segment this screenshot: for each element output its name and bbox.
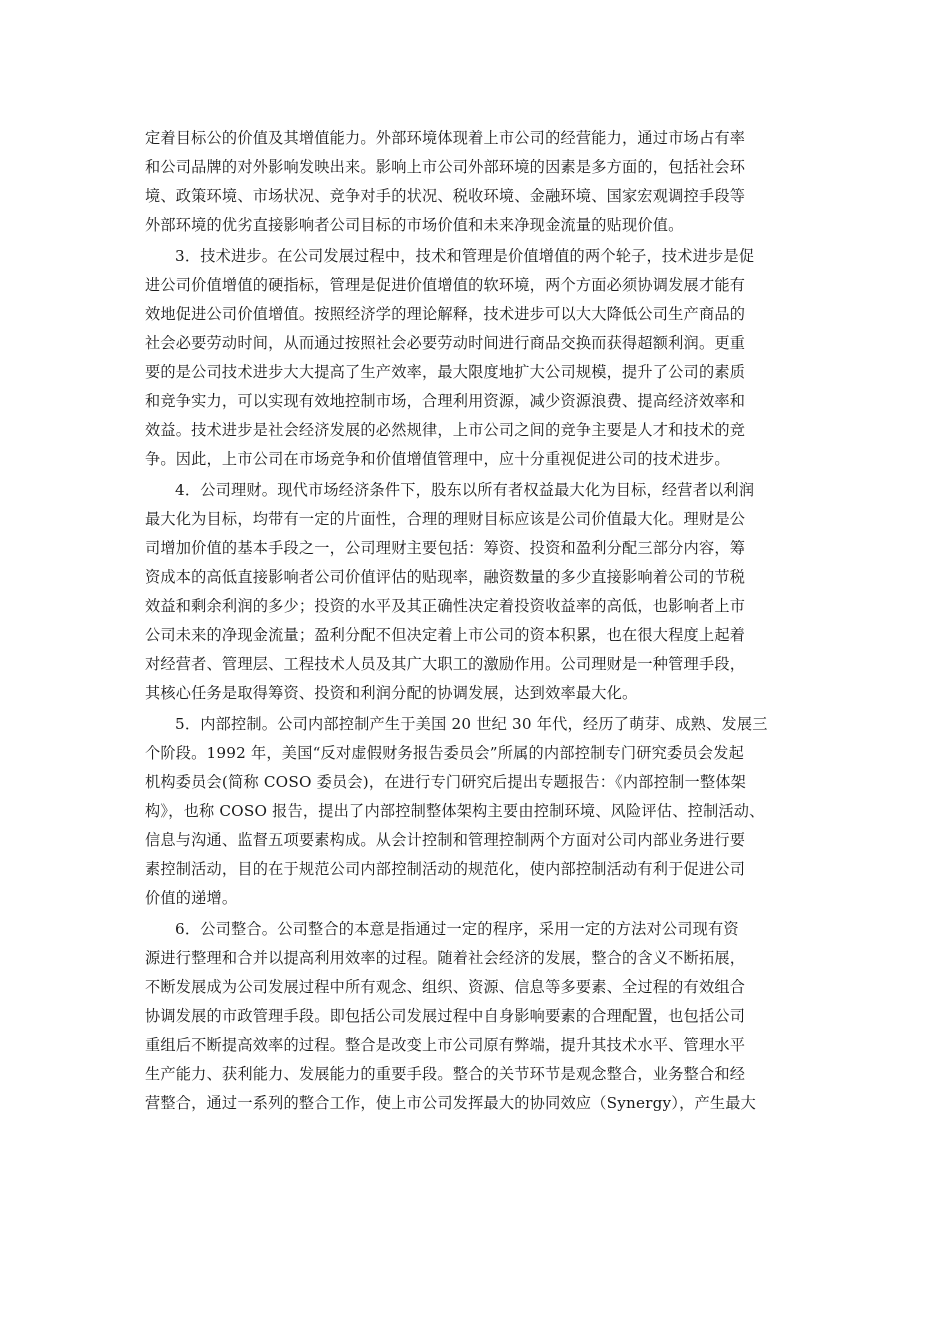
text-line: 个阶段。1992 年，美国“反对虚假财务报告委员会”所属的内部控制专门研究委员会发起 bbox=[145, 744, 744, 762]
paragraph-start-integration: 6．公司整合。公司整合的本意是指通过一定的程序，采用一定的方法对公司现有资 bbox=[175, 920, 739, 938]
text-line: 生产能力、获利能力、发展能力的重要手段。整合的关节环节是观念整合，业务整合和经 bbox=[145, 1065, 746, 1083]
text-line: 重组后不断提高效率的过程。整合是改变上市公司原有弊端，提升其技术水平、管理水平 bbox=[145, 1036, 746, 1054]
text-line: 公司未来的净现金流量；盈利分配不但决定着上市公司的资本积累，也在很大程度上起着 bbox=[145, 626, 746, 644]
text-line: 其核心任务是取得筹资、投资和利润分配的协调发展，达到效率最大化。 bbox=[145, 684, 638, 702]
text-line: 协调发展的市政管理手段。即包括公司发展过程中自身影响要素的合理配置，也包括公司 bbox=[145, 1007, 746, 1025]
text-line: 社会必要劳动时间，从而通过按照社会必要劳动时间进行商品交换而获得超额利润。更重 bbox=[145, 334, 746, 352]
text-line: 争。因此，上市公司在市场竞争和价值增值管理中，应十分重视促进公司的技术进步。 bbox=[145, 450, 730, 468]
text-line: 资成本的高低直接影响者公司价值评估的贴现率，融资数量的多少直接影响着公司的节税 bbox=[145, 568, 746, 586]
text-line: 境、政策环境、市场状况、竞争对手的状况、税收环境、金融环境、国家宏观调控手段等 bbox=[145, 187, 746, 205]
text-line: 和竞争实力，可以实现有效地控制市场，合理利用资源，减少资源浪费、提高经济效率和 bbox=[145, 392, 746, 410]
text-line: 不断发展成为公司发展过程中所有观念、组织、资源、信息等多要素、全过程的有效组合 bbox=[145, 978, 746, 996]
text-line: 外部环境的优劣直接影响者公司目标的市场价值和未来净现金流量的贴现价值。 bbox=[145, 216, 684, 234]
text-line: 信息与沟通、监督五项要素构成。从会计控制和管理控制两个方面对公司内部业务进行要 bbox=[145, 831, 746, 849]
paragraph-start-finance: 4．公司理财。现代市场经济条件下，股东以所有者权益最大化为目标，经营者以利润 bbox=[175, 481, 755, 499]
text-line: 素控制活动，目的在于规范公司内部控制活动的规范化，使内部控制活动有利于促进公司 bbox=[145, 860, 746, 878]
text-line: 效益。技术进步是社会经济发展的必然规律，上市公司之间的竞争主要是人才和技术的竞 bbox=[145, 421, 746, 439]
text-line: 和公司品牌的对外影响发映出来。影响上市公司外部环境的因素是多方面的，包括社会环 bbox=[145, 158, 746, 176]
text-line: 定着目标公的价值及其增值能力。外部环境体现着上市公司的经营能力，通过市场占有率 bbox=[145, 129, 746, 147]
text-line: 司增加价值的基本手段之一，公司理财主要包括：筹资、投资和盈利分配三部分内容，筹 bbox=[145, 539, 746, 557]
text-line: 进公司价值增值的硬指标，管理是促进价值增值的软环境，两个方面必须协调发展才能有 bbox=[145, 276, 746, 294]
text-line: 营整合，通过一系列的整合工作，使上市公司发挥最大的协同效应（Synergy），产生最大 bbox=[145, 1094, 757, 1112]
text-line: 效地促进公司价值增值。按照经济学的理论解释，技术进步可以大大降低公司生产商品的 bbox=[145, 305, 746, 323]
text-line: 对经营者、管理层、工程技术人员及其广大职工的激励作用。公司理财是一种管理手段， bbox=[145, 655, 746, 673]
text-line: 效益和剩余利润的多少；投资的水平及其正确性决定着投资收益率的高低，也影响者上市 bbox=[145, 597, 746, 615]
text-line: 源进行整理和合并以提高利用效率的过程。随着社会经济的发展，整合的含义不断拓展， bbox=[145, 949, 746, 967]
paragraph-start-internal-control: 5．内部控制。公司内部控制产生于美国 20 世纪 30 年代，经历了萌芽、成熟、发展三 bbox=[175, 715, 768, 733]
paragraph-start-technology: 3．技术进步。在公司发展过程中，技术和管理是价值增值的两个轮子，技术进步是促 bbox=[175, 247, 755, 265]
text-line: 最大化为目标，均带有一定的片面性，合理的理财目标应该是公司价值最大化。理财是公 bbox=[145, 510, 746, 528]
text-line: 构》，也称 COSO 报告，提出了内部控制整体架构主要由控制环境、风险评估、控制活动、 bbox=[145, 802, 765, 820]
text-line: 要的是公司技术进步大大提高了生产效率，最大限度地扩大公司规模，提升了公司的素质 bbox=[145, 363, 746, 381]
text-line: 价值的递增。 bbox=[145, 889, 238, 907]
text-line: 机构委员会(简称 COSO 委员会)，在进行专门研究后提出专题报告：《内部控制一整体架 bbox=[145, 773, 746, 791]
